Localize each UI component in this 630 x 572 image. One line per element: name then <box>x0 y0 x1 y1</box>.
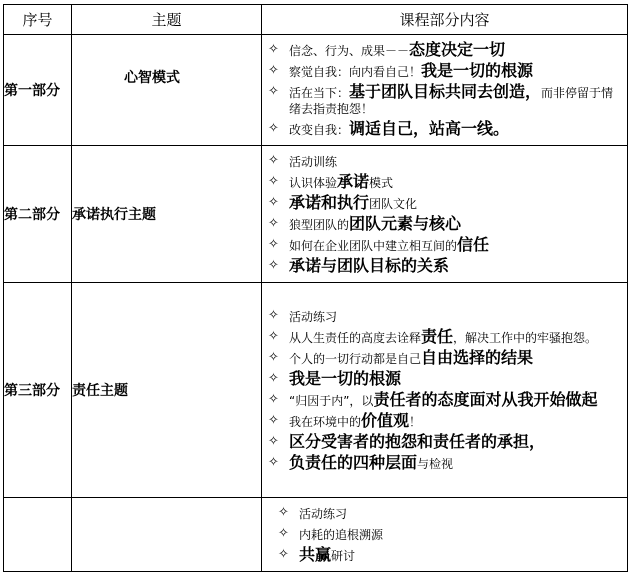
list-item <box>278 547 623 564</box>
item-text-bold: 责任者的态度面对从我开始做起 <box>373 390 598 409</box>
diamond-star-bullet-icon: ✧ <box>268 121 279 136</box>
diamond-star-bullet-icon: ✧ <box>268 350 279 365</box>
item-text-bold: 价值观 <box>361 411 410 430</box>
item-text-plain: 内耗的追根溯源 <box>299 528 384 542</box>
table-row <box>4 283 628 498</box>
diamond-star-bullet-icon: ✧ <box>268 237 279 252</box>
diamond-star-bullet-icon: ✧ <box>278 526 289 541</box>
list-item <box>268 84 623 117</box>
content-list <box>262 498 627 571</box>
item-text-plain: 活动练习 <box>289 310 338 324</box>
item-text-plain: 如何在企业团队中建立相互间的 <box>289 239 458 253</box>
list-item <box>268 455 623 472</box>
list-item <box>268 392 623 409</box>
part-label: 第一部分 <box>4 35 72 146</box>
item-text-plain: 活动练习 <box>299 507 348 521</box>
item-text-plain: 认识体验 <box>289 176 338 190</box>
item-text-bold: 承诺 <box>337 172 370 191</box>
list-item <box>268 413 623 430</box>
content-cell <box>262 498 628 572</box>
list-item <box>268 153 623 170</box>
diamond-star-bullet-icon: ✧ <box>268 84 279 99</box>
diamond-star-bullet-icon: ✧ <box>268 455 279 470</box>
diamond-star-bullet-icon: ✧ <box>278 505 289 520</box>
diamond-star-bullet-icon: ✧ <box>268 216 279 231</box>
diamond-star-bullet-icon: ✧ <box>268 258 279 273</box>
content-cell <box>262 35 628 146</box>
list-item <box>268 350 623 367</box>
table-row <box>4 35 628 146</box>
content-list <box>262 146 627 282</box>
list-item <box>268 121 623 138</box>
content-list <box>262 35 627 145</box>
table-row <box>4 498 628 572</box>
list-item <box>268 308 623 325</box>
header-content: 课程部分内容 <box>262 5 628 35</box>
part-label <box>4 498 72 572</box>
item-text-tail: ！ <box>409 415 422 429</box>
diamond-star-bullet-icon: ✧ <box>268 195 279 210</box>
item-text-tail: 团队文化 <box>369 197 418 211</box>
header-number: 序号 <box>4 5 72 35</box>
course-outline-table <box>3 4 628 572</box>
part-label: 第二部分 <box>4 146 72 283</box>
diamond-star-bullet-icon: ✧ <box>268 308 279 323</box>
item-text-bold: 信任 <box>457 235 490 254</box>
topic-label: 心智模式 <box>72 35 262 146</box>
item-text-plain: 个人的一切行动都是自己 <box>289 352 422 366</box>
item-text-bold: 态度决定一切 <box>409 40 506 59</box>
list-item <box>268 237 623 254</box>
list-item <box>268 174 623 191</box>
item-text-tail: 与检视 <box>417 457 454 471</box>
diamond-star-bullet-icon: ✧ <box>268 42 279 57</box>
topic-label: 责任主题 <box>72 283 262 498</box>
diamond-star-bullet-icon: ✧ <box>268 392 279 407</box>
item-text-bold: 基于团队目标共同去创造， <box>349 82 542 101</box>
item-text-bold: 承诺和执行 <box>289 193 370 212</box>
topic-label: 承诺执行主题 <box>72 146 262 283</box>
diamond-star-bullet-icon: ✧ <box>268 329 279 344</box>
diamond-star-bullet-icon: ✧ <box>278 547 289 562</box>
list-item <box>268 195 623 212</box>
diamond-star-bullet-icon: ✧ <box>268 63 279 78</box>
table-row <box>4 146 628 283</box>
header-row <box>4 5 628 35</box>
list-item <box>268 371 623 388</box>
item-text-plain: 活动训练 <box>289 155 338 169</box>
list-item <box>268 258 623 275</box>
item-text-plain: 察觉自我：向内看自己！ <box>289 65 422 79</box>
item-text-plain: 狼型团队的 <box>289 218 350 232</box>
content-cell <box>262 283 628 498</box>
item-text-plain: 从人生责任的高度去诠释 <box>289 331 422 345</box>
item-text-bold: 我是一切的根源 <box>289 369 402 388</box>
content-cell <box>262 146 628 283</box>
list-item <box>268 216 623 233</box>
list-item <box>268 329 623 346</box>
item-text-bold: 责任 <box>421 327 454 346</box>
item-text-plain: 活在当下： <box>289 86 350 100</box>
item-text-plain: 信念、行为、成果－－ <box>289 44 410 58</box>
header-topic: 主题 <box>72 5 262 35</box>
item-text-bold: 调适自己，站高一线。 <box>349 119 510 138</box>
part-label: 第三部分 <box>4 283 72 498</box>
item-text-plain: 改变自我： <box>289 123 350 137</box>
item-text-bold: 我是一切的根源 <box>421 61 534 80</box>
item-text-tail: ，解决工作中的牢骚抱怨。 <box>453 331 598 345</box>
item-text-bold: 承诺与团队目标的关系 <box>289 256 450 275</box>
item-text-bold: 区分受害者的抱怨和责任者的承担， <box>289 432 546 451</box>
list-item <box>268 63 623 80</box>
list-item <box>278 505 623 522</box>
item-text-tail: 研讨 <box>331 549 356 563</box>
item-text-plain: “归因于内”，以 <box>289 394 374 408</box>
list-item <box>278 526 623 543</box>
item-text-bold: 团队元素与核心 <box>349 214 462 233</box>
item-text-bold: 负责任的四种层面 <box>289 453 418 472</box>
diamond-star-bullet-icon: ✧ <box>268 371 279 386</box>
item-text-bold: 自由选择的结果 <box>421 348 534 367</box>
topic-label <box>72 498 262 572</box>
item-text-plain: 我在环境中的 <box>289 415 362 429</box>
item-text-bold: 共赢 <box>299 545 332 564</box>
content-list <box>262 301 627 479</box>
list-item <box>268 434 623 451</box>
diamond-star-bullet-icon: ✧ <box>268 413 279 428</box>
diamond-star-bullet-icon: ✧ <box>268 153 279 168</box>
diamond-star-bullet-icon: ✧ <box>268 174 279 189</box>
item-text-tail: 而非停留于情绪去指责抱怨！ <box>289 86 614 116</box>
list-item <box>268 42 623 59</box>
item-text-tail: 模式 <box>369 176 394 190</box>
diamond-star-bullet-icon: ✧ <box>268 434 279 449</box>
